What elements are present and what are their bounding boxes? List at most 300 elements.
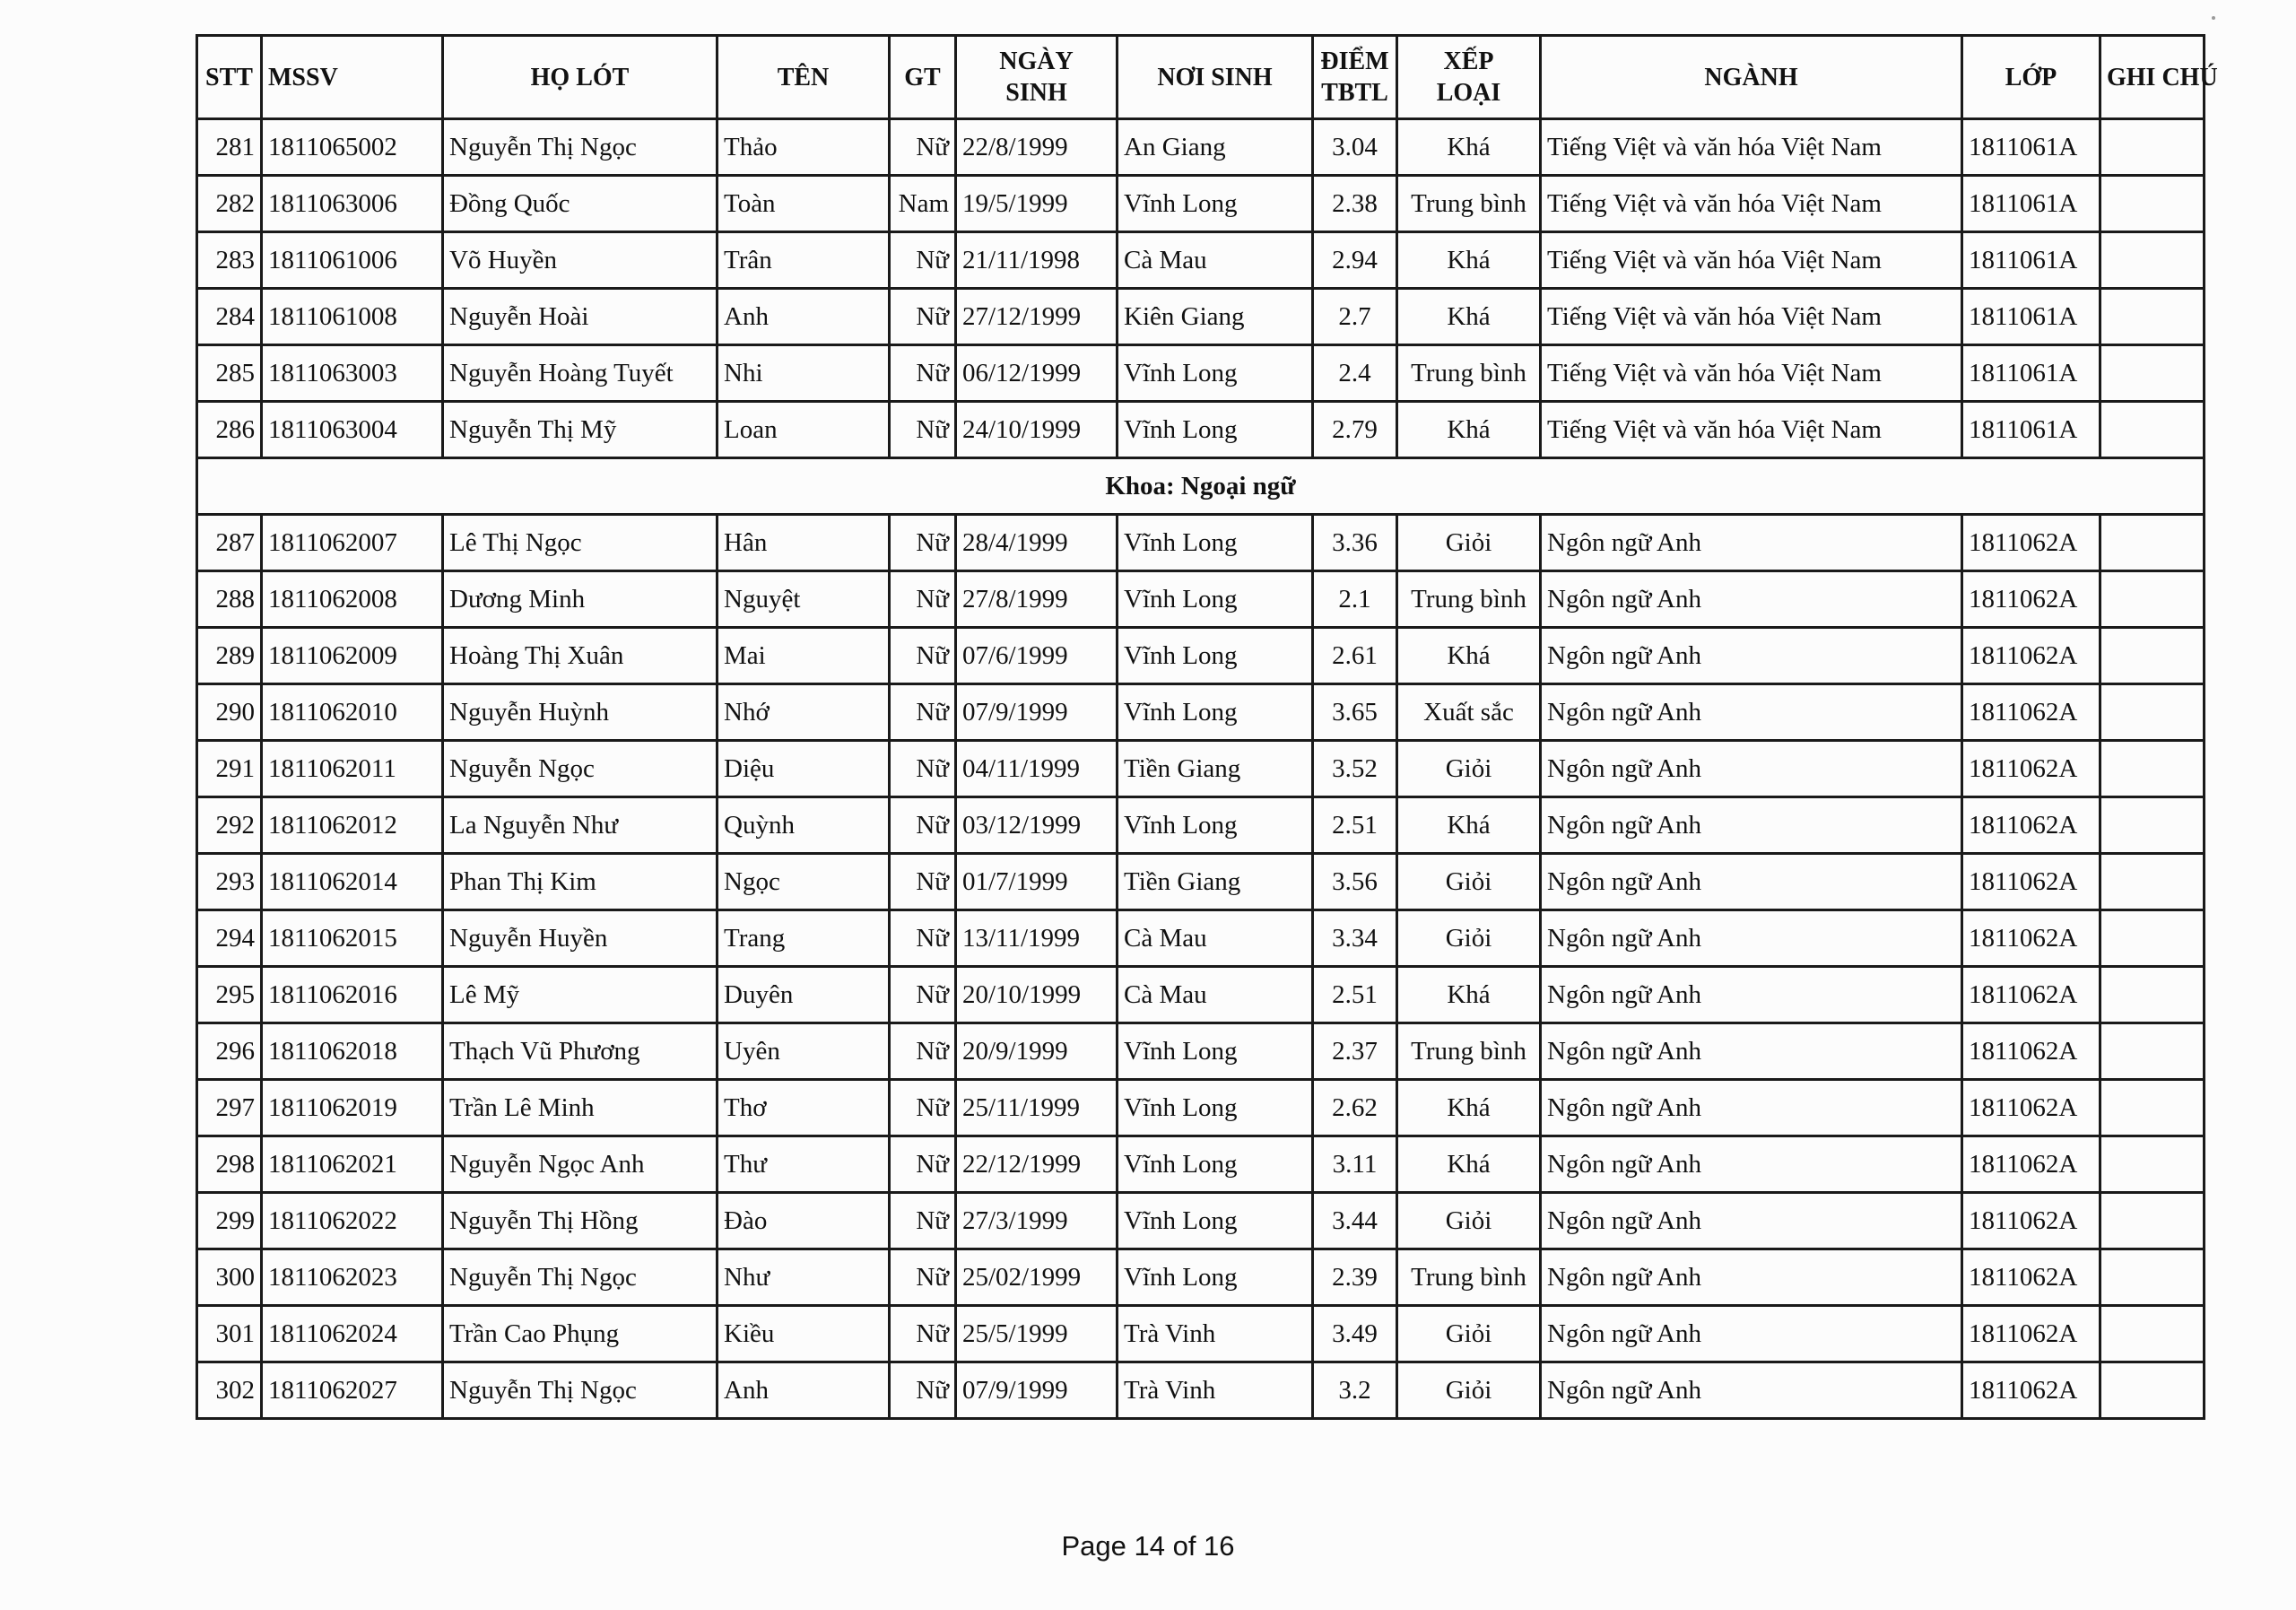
- table-row: [197, 345, 2205, 402]
- cell-xep-loai: Xuất sắc: [1397, 684, 1541, 741]
- cell-ho-lot: Lê Thị Ngọc: [443, 515, 718, 571]
- cell-ten: Hân: [718, 515, 890, 571]
- cell-noi-sinh: Trà Vinh: [1118, 1306, 1313, 1362]
- cell-diem-tbtl: 2.61: [1313, 628, 1397, 684]
- cell-ngay-sinh: 25/5/1999: [956, 1306, 1118, 1362]
- cell-noi-sinh: Tiền Giang: [1118, 741, 1313, 797]
- table-row: [197, 1193, 2205, 1249]
- cell-ho-lot: Lê Mỹ: [443, 967, 718, 1023]
- cell-lop: 1811061A: [1962, 289, 2100, 345]
- rows-group-2: [197, 515, 2205, 1419]
- cell-ten: Uyên: [718, 1023, 890, 1080]
- cell-nganh: Ngôn ngữ Anh: [1541, 1023, 1962, 1080]
- cell-diem-tbtl: 2.39: [1313, 1249, 1397, 1306]
- cell-ghi-chu: [2100, 232, 2205, 289]
- cell-ngay-sinh: 22/8/1999: [956, 119, 1118, 176]
- cell-noi-sinh: Vĩnh Long: [1118, 1193, 1313, 1249]
- cell-nganh: Tiếng Việt và văn hóa Việt Nam: [1541, 402, 1962, 458]
- cell-mssv: 1811062014: [262, 854, 443, 910]
- cell-lop: 1811061A: [1962, 402, 2100, 458]
- cell-lop: 1811062A: [1962, 910, 2100, 967]
- cell-xep-loai: Giỏi: [1397, 1306, 1541, 1362]
- cell-ngay-sinh: 24/10/1999: [956, 402, 1118, 458]
- cell-stt: 291: [197, 741, 262, 797]
- cell-ghi-chu: [2100, 741, 2205, 797]
- cell-mssv: 1811062007: [262, 515, 443, 571]
- cell-ho-lot: La Nguyễn Như: [443, 797, 718, 854]
- cell-xep-loai: Khá: [1397, 289, 1541, 345]
- cell-gt: Nữ: [890, 119, 956, 176]
- table-row: [197, 1249, 2205, 1306]
- cell-mssv: 1811062012: [262, 797, 443, 854]
- cell-ngay-sinh: 27/3/1999: [956, 1193, 1118, 1249]
- header-xep-loai-line2: LOẠI: [1436, 79, 1501, 107]
- cell-ngay-sinh: 07/6/1999: [956, 628, 1118, 684]
- cell-diem-tbtl: 3.49: [1313, 1306, 1397, 1362]
- cell-gt: Nữ: [890, 854, 956, 910]
- cell-gt: Nữ: [890, 910, 956, 967]
- cell-diem-tbtl: 3.56: [1313, 854, 1397, 910]
- cell-lop: 1811062A: [1962, 1136, 2100, 1193]
- cell-ghi-chu: [2100, 289, 2205, 345]
- cell-ngay-sinh: 13/11/1999: [956, 910, 1118, 967]
- cell-gt: Nữ: [890, 1306, 956, 1362]
- cell-stt: 287: [197, 515, 262, 571]
- cell-ten: Mai: [718, 628, 890, 684]
- table-row: [197, 628, 2205, 684]
- table-row: [197, 1023, 2205, 1080]
- cell-ghi-chu: [2100, 910, 2205, 967]
- cell-ghi-chu: [2100, 571, 2205, 628]
- cell-ho-lot: Dương Minh: [443, 571, 718, 628]
- cell-stt: 292: [197, 797, 262, 854]
- cell-nganh: Tiếng Việt và văn hóa Việt Nam: [1541, 289, 1962, 345]
- cell-gt: Nữ: [890, 797, 956, 854]
- cell-nganh: Ngôn ngữ Anh: [1541, 854, 1962, 910]
- cell-mssv: 1811062008: [262, 571, 443, 628]
- cell-nganh: Ngôn ngữ Anh: [1541, 684, 1962, 741]
- cell-mssv: 1811062024: [262, 1306, 443, 1362]
- header-ho-lot: HỌ LÓT: [443, 36, 718, 119]
- cell-ho-lot: Võ Huyền: [443, 232, 718, 289]
- cell-xep-loai: Khá: [1397, 628, 1541, 684]
- cell-stt: 290: [197, 684, 262, 741]
- cell-ho-lot: Thạch Vũ Phương: [443, 1023, 718, 1080]
- cell-diem-tbtl: 2.79: [1313, 402, 1397, 458]
- cell-ten: Ngọc: [718, 854, 890, 910]
- cell-stt: 300: [197, 1249, 262, 1306]
- cell-ngay-sinh: 25/02/1999: [956, 1249, 1118, 1306]
- cell-ten: Như: [718, 1249, 890, 1306]
- header-diem-line1: ĐIỂM: [1320, 48, 1389, 75]
- cell-gt: Nữ: [890, 1080, 956, 1136]
- header-xep-loai-line1: XẾP: [1443, 48, 1494, 75]
- cell-mssv: 1811063004: [262, 402, 443, 458]
- cell-ten: Diệu: [718, 741, 890, 797]
- cell-nganh: Ngôn ngữ Anh: [1541, 628, 1962, 684]
- cell-diem-tbtl: 2.94: [1313, 232, 1397, 289]
- table-row: [197, 289, 2205, 345]
- cell-ten: Nhớ: [718, 684, 890, 741]
- cell-stt: 281: [197, 119, 262, 176]
- cell-xep-loai: Khá: [1397, 797, 1541, 854]
- cell-lop: 1811061A: [1962, 232, 2100, 289]
- cell-mssv: 1811062027: [262, 1362, 443, 1419]
- header-ten: TÊN: [718, 36, 890, 119]
- cell-nganh: Ngôn ngữ Anh: [1541, 571, 1962, 628]
- cell-ho-lot: Nguyễn Huyền: [443, 910, 718, 967]
- cell-nganh: Ngôn ngữ Anh: [1541, 741, 1962, 797]
- cell-stt: 299: [197, 1193, 262, 1249]
- cell-lop: 1811062A: [1962, 1249, 2100, 1306]
- cell-stt: 298: [197, 1136, 262, 1193]
- cell-lop: 1811062A: [1962, 1193, 2100, 1249]
- cell-nganh: Ngôn ngữ Anh: [1541, 1362, 1962, 1419]
- cell-ngay-sinh: 21/11/1998: [956, 232, 1118, 289]
- cell-stt: 286: [197, 402, 262, 458]
- cell-gt: Nữ: [890, 1136, 956, 1193]
- cell-ho-lot: Nguyễn Ngọc: [443, 741, 718, 797]
- cell-stt: 283: [197, 232, 262, 289]
- cell-ten: Thư: [718, 1136, 890, 1193]
- cell-ngay-sinh: 27/12/1999: [956, 289, 1118, 345]
- table-row: [197, 910, 2205, 967]
- cell-ho-lot: Nguyễn Thị Ngọc: [443, 1362, 718, 1419]
- cell-xep-loai: Trung bình: [1397, 176, 1541, 232]
- cell-ngay-sinh: 07/9/1999: [956, 684, 1118, 741]
- cell-xep-loai: Trung bình: [1397, 1249, 1541, 1306]
- table-row: [197, 1362, 2205, 1419]
- cell-ngay-sinh: 03/12/1999: [956, 797, 1118, 854]
- cell-gt: Nữ: [890, 1362, 956, 1419]
- cell-ngay-sinh: 25/11/1999: [956, 1080, 1118, 1136]
- cell-mssv: 1811062022: [262, 1193, 443, 1249]
- cell-ten: Quỳnh: [718, 797, 890, 854]
- cell-lop: 1811062A: [1962, 684, 2100, 741]
- section-label: Khoa: Ngoại ngữ: [197, 458, 2205, 515]
- cell-ho-lot: Nguyễn Ngọc Anh: [443, 1136, 718, 1193]
- cell-diem-tbtl: 2.7: [1313, 289, 1397, 345]
- cell-ho-lot: Nguyễn Huỳnh: [443, 684, 718, 741]
- cell-ghi-chu: [2100, 119, 2205, 176]
- cell-diem-tbtl: 2.37: [1313, 1023, 1397, 1080]
- cell-nganh: Ngôn ngữ Anh: [1541, 1080, 1962, 1136]
- cell-ngay-sinh: 22/12/1999: [956, 1136, 1118, 1193]
- cell-ghi-chu: [2100, 1023, 2205, 1080]
- cell-xep-loai: Giỏi: [1397, 1362, 1541, 1419]
- cell-noi-sinh: Vĩnh Long: [1118, 571, 1313, 628]
- table-row: [197, 119, 2205, 176]
- table-row: [197, 967, 2205, 1023]
- cell-noi-sinh: Vĩnh Long: [1118, 684, 1313, 741]
- header-noi-sinh: NƠI SINH: [1118, 36, 1313, 119]
- cell-noi-sinh: Vĩnh Long: [1118, 515, 1313, 571]
- cell-lop: 1811061A: [1962, 176, 2100, 232]
- cell-gt: Nữ: [890, 741, 956, 797]
- header-ngay-sinh-line2: SINH: [1005, 79, 1067, 107]
- cell-diem-tbtl: 3.34: [1313, 910, 1397, 967]
- cell-ngay-sinh: 06/12/1999: [956, 345, 1118, 402]
- cell-noi-sinh: Kiên Giang: [1118, 289, 1313, 345]
- cell-nganh: Ngôn ngữ Anh: [1541, 1306, 1962, 1362]
- cell-ho-lot: Trần Lê Minh: [443, 1080, 718, 1136]
- header-diem-tbtl: [1313, 36, 1397, 119]
- cell-ghi-chu: [2100, 1136, 2205, 1193]
- table-row: [197, 1136, 2205, 1193]
- cell-gt: Nữ: [890, 515, 956, 571]
- cell-ho-lot: Nguyễn Thị Ngọc: [443, 119, 718, 176]
- section-row: [197, 458, 2205, 515]
- cell-ghi-chu: [2100, 1249, 2205, 1306]
- cell-ho-lot: Đồng Quốc: [443, 176, 718, 232]
- cell-nganh: Tiếng Việt và văn hóa Việt Nam: [1541, 232, 1962, 289]
- cell-lop: 1811061A: [1962, 119, 2100, 176]
- cell-stt: 289: [197, 628, 262, 684]
- cell-diem-tbtl: 2.1: [1313, 571, 1397, 628]
- header-gt: GT: [890, 36, 956, 119]
- cell-xep-loai: Khá: [1397, 119, 1541, 176]
- cell-diem-tbtl: 2.4: [1313, 345, 1397, 402]
- header-ghi-chu: GHI CHÚ: [2100, 36, 2205, 119]
- cell-mssv: 1811062015: [262, 910, 443, 967]
- table-row: [197, 232, 2205, 289]
- cell-nganh: Ngôn ngữ Anh: [1541, 797, 1962, 854]
- cell-stt: 282: [197, 176, 262, 232]
- cell-ngay-sinh: 19/5/1999: [956, 176, 1118, 232]
- cell-ten: Anh: [718, 1362, 890, 1419]
- cell-diem-tbtl: 3.04: [1313, 119, 1397, 176]
- cell-xep-loai: Khá: [1397, 232, 1541, 289]
- cell-ten: Nguyệt: [718, 571, 890, 628]
- cell-xep-loai: Trung bình: [1397, 345, 1541, 402]
- cell-lop: 1811062A: [1962, 515, 2100, 571]
- cell-xep-loai: Giỏi: [1397, 910, 1541, 967]
- cell-ghi-chu: [2100, 515, 2205, 571]
- cell-ho-lot: Nguyễn Thị Mỹ: [443, 402, 718, 458]
- cell-gt: Nữ: [890, 1023, 956, 1080]
- rows-group-1: [197, 119, 2205, 458]
- cell-noi-sinh: An Giang: [1118, 119, 1313, 176]
- cell-lop: 1811062A: [1962, 854, 2100, 910]
- cell-lop: 1811062A: [1962, 967, 2100, 1023]
- cell-diem-tbtl: 2.62: [1313, 1080, 1397, 1136]
- cell-ngay-sinh: 07/9/1999: [956, 1362, 1118, 1419]
- student-roster-table: [196, 34, 2218, 1420]
- cell-lop: 1811062A: [1962, 797, 2100, 854]
- cell-noi-sinh: Vĩnh Long: [1118, 1023, 1313, 1080]
- cell-ngay-sinh: 01/7/1999: [956, 854, 1118, 910]
- table-row: [197, 741, 2205, 797]
- cell-nganh: Tiếng Việt và văn hóa Việt Nam: [1541, 345, 1962, 402]
- cell-xep-loai: Khá: [1397, 1136, 1541, 1193]
- cell-ten: Duyên: [718, 967, 890, 1023]
- header-diem-line2: TBTL: [1321, 79, 1388, 107]
- header-stt: STT: [197, 36, 262, 119]
- cell-gt: Nữ: [890, 684, 956, 741]
- table-row: [197, 797, 2205, 854]
- header-lop: LỚP: [1962, 36, 2100, 119]
- cell-ten: Loan: [718, 402, 890, 458]
- cell-lop: 1811062A: [1962, 1306, 2100, 1362]
- cell-stt: 297: [197, 1080, 262, 1136]
- cell-ten: Toàn: [718, 176, 890, 232]
- cell-ho-lot: Nguyễn Hoàng Tuyết: [443, 345, 718, 402]
- cell-noi-sinh: Vĩnh Long: [1118, 402, 1313, 458]
- cell-mssv: 1811062011: [262, 741, 443, 797]
- cell-diem-tbtl: 3.2: [1313, 1362, 1397, 1419]
- cell-ghi-chu: [2100, 967, 2205, 1023]
- cell-ten: Trân: [718, 232, 890, 289]
- cell-lop: 1811062A: [1962, 1080, 2100, 1136]
- cell-ghi-chu: [2100, 402, 2205, 458]
- cell-gt: Nam: [890, 176, 956, 232]
- cell-xep-loai: Giỏi: [1397, 515, 1541, 571]
- cell-ho-lot: Nguyễn Thị Ngọc: [443, 1249, 718, 1306]
- cell-xep-loai: Trung bình: [1397, 1023, 1541, 1080]
- header-xep-loai: [1397, 36, 1541, 119]
- cell-mssv: 1811063003: [262, 345, 443, 402]
- cell-gt: Nữ: [890, 1193, 956, 1249]
- table-row: [197, 176, 2205, 232]
- cell-nganh: Ngôn ngữ Anh: [1541, 1136, 1962, 1193]
- cell-gt: Nữ: [890, 402, 956, 458]
- cell-gt: Nữ: [890, 345, 956, 402]
- cell-diem-tbtl: 2.51: [1313, 797, 1397, 854]
- header-ngay-sinh-line1: NGÀY: [999, 48, 1074, 75]
- cell-stt: 294: [197, 910, 262, 967]
- cell-noi-sinh: Vĩnh Long: [1118, 176, 1313, 232]
- cell-ten: Trang: [718, 910, 890, 967]
- cell-ghi-chu: [2100, 797, 2205, 854]
- cell-mssv: 1811062018: [262, 1023, 443, 1080]
- cell-gt: Nữ: [890, 232, 956, 289]
- cell-diem-tbtl: 2.51: [1313, 967, 1397, 1023]
- cell-stt: 295: [197, 967, 262, 1023]
- cell-mssv: 1811062021: [262, 1136, 443, 1193]
- cell-gt: Nữ: [890, 1249, 956, 1306]
- cell-ghi-chu: [2100, 176, 2205, 232]
- cell-noi-sinh: Trà Vinh: [1118, 1362, 1313, 1419]
- cell-stt: 296: [197, 1023, 262, 1080]
- cell-ghi-chu: [2100, 684, 2205, 741]
- cell-mssv: 1811061008: [262, 289, 443, 345]
- table-row: [197, 402, 2205, 458]
- cell-xep-loai: Khá: [1397, 402, 1541, 458]
- cell-diem-tbtl: 3.65: [1313, 684, 1397, 741]
- cell-ten: Thảo: [718, 119, 890, 176]
- cell-nganh: Ngôn ngữ Anh: [1541, 515, 1962, 571]
- cell-ho-lot: Nguyễn Thị Hồng: [443, 1193, 718, 1249]
- section-group: [197, 458, 2205, 515]
- cell-ho-lot: Phan Thị Kim: [443, 854, 718, 910]
- table-row: [197, 571, 2205, 628]
- cell-ngay-sinh: 28/4/1999: [956, 515, 1118, 571]
- cell-ghi-chu: [2100, 1362, 2205, 1419]
- cell-ho-lot: Hoàng Thị Xuân: [443, 628, 718, 684]
- cell-lop: 1811062A: [1962, 571, 2100, 628]
- cell-noi-sinh: Vĩnh Long: [1118, 1080, 1313, 1136]
- cell-ghi-chu: [2100, 1306, 2205, 1362]
- cell-xep-loai: Khá: [1397, 967, 1541, 1023]
- cell-mssv: 1811065002: [262, 119, 443, 176]
- scan-speck: [2212, 16, 2215, 20]
- cell-diem-tbtl: 3.36: [1313, 515, 1397, 571]
- cell-xep-loai: Giỏi: [1397, 1193, 1541, 1249]
- cell-stt: 302: [197, 1362, 262, 1419]
- cell-nganh: Ngôn ngữ Anh: [1541, 910, 1962, 967]
- cell-gt: Nữ: [890, 571, 956, 628]
- cell-lop: 1811061A: [1962, 345, 2100, 402]
- cell-nganh: Ngôn ngữ Anh: [1541, 1193, 1962, 1249]
- table-row: [197, 515, 2205, 571]
- cell-mssv: 1811061006: [262, 232, 443, 289]
- cell-gt: Nữ: [890, 628, 956, 684]
- cell-noi-sinh: Cà Mau: [1118, 910, 1313, 967]
- cell-mssv: 1811062010: [262, 684, 443, 741]
- cell-diem-tbtl: 3.11: [1313, 1136, 1397, 1193]
- cell-lop: 1811062A: [1962, 741, 2100, 797]
- cell-stt: 285: [197, 345, 262, 402]
- cell-ghi-chu: [2100, 854, 2205, 910]
- cell-xep-loai: Khá: [1397, 1080, 1541, 1136]
- cell-noi-sinh: Vĩnh Long: [1118, 345, 1313, 402]
- cell-ngay-sinh: 20/9/1999: [956, 1023, 1118, 1080]
- header-ngay-sinh: [956, 36, 1118, 119]
- cell-noi-sinh: Vĩnh Long: [1118, 797, 1313, 854]
- cell-ho-lot: Trần Cao Phụng: [443, 1306, 718, 1362]
- cell-ngay-sinh: 27/8/1999: [956, 571, 1118, 628]
- cell-lop: 1811062A: [1962, 1023, 2100, 1080]
- cell-nganh: Tiếng Việt và văn hóa Việt Nam: [1541, 176, 1962, 232]
- cell-ngay-sinh: 04/11/1999: [956, 741, 1118, 797]
- page-number: Page 14 of 16: [1061, 1530, 1235, 1562]
- cell-ghi-chu: [2100, 628, 2205, 684]
- cell-ten: Đào: [718, 1193, 890, 1249]
- cell-mssv: 1811062023: [262, 1249, 443, 1306]
- cell-ten: Thơ: [718, 1080, 890, 1136]
- cell-noi-sinh: Cà Mau: [1118, 967, 1313, 1023]
- cell-noi-sinh: Vĩnh Long: [1118, 1136, 1313, 1193]
- cell-ngay-sinh: 20/10/1999: [956, 967, 1118, 1023]
- cell-stt: 301: [197, 1306, 262, 1362]
- cell-ten: Kiều: [718, 1306, 890, 1362]
- cell-ten: Anh: [718, 289, 890, 345]
- cell-xep-loai: Trung bình: [1397, 571, 1541, 628]
- table-header-row: [197, 36, 2205, 119]
- table-row: [197, 684, 2205, 741]
- cell-nganh: Ngôn ngữ Anh: [1541, 1249, 1962, 1306]
- cell-stt: 284: [197, 289, 262, 345]
- cell-stt: 288: [197, 571, 262, 628]
- cell-lop: 1811062A: [1962, 1362, 2100, 1419]
- cell-noi-sinh: Cà Mau: [1118, 232, 1313, 289]
- cell-noi-sinh: Vĩnh Long: [1118, 1249, 1313, 1306]
- header-nganh: NGÀNH: [1541, 36, 1962, 119]
- cell-diem-tbtl: 3.44: [1313, 1193, 1397, 1249]
- cell-ho-lot: Nguyễn Hoài: [443, 289, 718, 345]
- table-row: [197, 1306, 2205, 1362]
- cell-mssv: 1811063006: [262, 176, 443, 232]
- cell-stt: 293: [197, 854, 262, 910]
- cell-xep-loai: Giỏi: [1397, 854, 1541, 910]
- cell-noi-sinh: Tiền Giang: [1118, 854, 1313, 910]
- cell-nganh: Ngôn ngữ Anh: [1541, 967, 1962, 1023]
- table-row: [197, 1080, 2205, 1136]
- cell-mssv: 1811062016: [262, 967, 443, 1023]
- table-row: [197, 854, 2205, 910]
- cell-xep-loai: Giỏi: [1397, 741, 1541, 797]
- cell-ten: Nhi: [718, 345, 890, 402]
